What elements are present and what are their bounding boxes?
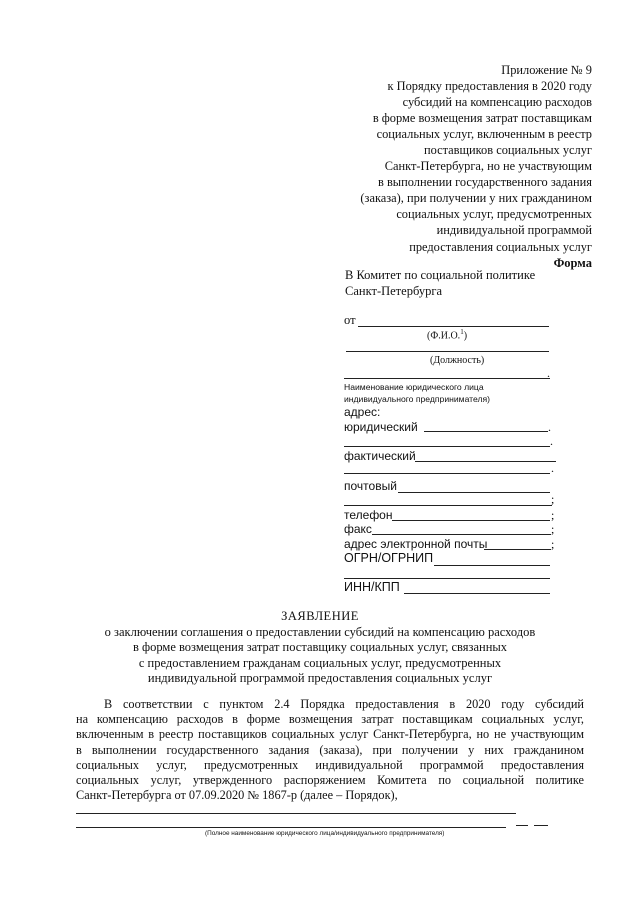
appendix-line: Санкт-Петербурга, но не участвующим: [384, 159, 592, 174]
position-caption: (Должность): [430, 355, 485, 366]
actual-address-label: фактический: [344, 449, 416, 463]
addressee-line-2: Санкт-Петербурга: [345, 284, 443, 298]
appendix-line: (заказа), при получении у них гражданином: [360, 191, 592, 206]
legal-address-field[interactable]: [424, 431, 548, 432]
phone-label: телефон: [344, 508, 393, 522]
dash-mark: [534, 825, 548, 826]
body-line: Санкт-Петербурга от 07.09.2020 № 1867-р (далее – Порядок),: [76, 788, 398, 803]
appendix-line: к Порядку предоставления в 2020 году: [387, 79, 592, 94]
legal-address-label: юридический: [344, 420, 418, 434]
ogrn-field[interactable]: [434, 565, 550, 566]
bottom-caption: (Полное наименование юридического лица/индивидуального предпринимателя): [205, 830, 445, 837]
appendix-header: [360, 62, 592, 255]
entity-caption-1: Наименование юридического лица: [344, 382, 484, 392]
body-line: В соответствии с пунктом 2.4 Порядка предоставления в 2020 году субсидий: [104, 697, 584, 711]
addressee-line-1: В Комитет по социальной политике: [345, 268, 536, 282]
dot-mark: .: [548, 420, 551, 434]
statement-line: в форме возмещения затрат поставщику социальных услуг, связанных: [132, 640, 508, 654]
from-prefix: от: [344, 313, 356, 327]
inn-field[interactable]: [404, 593, 550, 594]
semicolon-mark: ;: [551, 508, 555, 522]
form-label: Форма: [553, 256, 592, 270]
entity-name-line[interactable]: [344, 378, 550, 379]
legal-address-field-2[interactable]: [344, 446, 550, 447]
body-line: социальных услуг, утвержденного распоряжением Комитета по социальной политике: [76, 773, 584, 788]
body-line: включенным в реестр поставщиков социальных услуг Санкт-Петербурга, но не участвующим: [76, 727, 584, 742]
appendix-line: в выполнении государственного задания: [378, 175, 592, 190]
appendix-line: в форме возмещения затрат поставщикам: [372, 111, 592, 126]
dot-mark: .: [551, 461, 554, 475]
actual-address-field[interactable]: [415, 461, 556, 462]
phone-field[interactable]: [392, 520, 550, 521]
appendix-line: социальных услуг, включенным в реестр: [376, 127, 592, 142]
appendix-line: индивидуальной программой: [436, 223, 592, 238]
fio-line[interactable]: [358, 326, 549, 327]
dot-mark: .: [547, 366, 550, 380]
ogrn-field-2[interactable]: [344, 578, 550, 579]
semicolon-mark: ;: [551, 492, 555, 506]
appendix-line: поставщиков социальных услуг: [423, 143, 592, 158]
organization-name-line[interactable]: [76, 813, 516, 814]
postal-address-field-2[interactable]: [344, 505, 552, 506]
statement-title: ЗАЯВЛЕНИЕ: [281, 609, 359, 623]
email-label: адрес электронной почты: [344, 537, 488, 551]
semicolon-mark: ;: [551, 522, 555, 536]
actual-address-field-2[interactable]: [344, 473, 550, 474]
position-input-line[interactable]: [346, 351, 549, 352]
appendix-line: Приложение № 9: [501, 63, 592, 77]
statement-line: с предоставлением гражданам социальных услуг, предусмотренных: [138, 655, 502, 670]
dash-mark: [516, 825, 528, 826]
fax-field[interactable]: [372, 534, 551, 535]
ogrn-label: ОГРН/ОГРНИП: [344, 551, 434, 565]
postal-address-field[interactable]: [398, 492, 550, 493]
statement-heading: [70, 609, 570, 687]
address-label: адрес:: [344, 405, 381, 419]
entity-caption-2: индивидуального предпринимателя): [344, 394, 491, 404]
statement-line: индивидуальной программой предоставления социальных услуг: [147, 671, 493, 685]
fax-label: факс: [344, 522, 372, 536]
body-line: на компенсацию расходов в форме возмещения затрат поставщикам социальных услуг,: [76, 712, 584, 727]
appendix-line: субсидий на компенсацию расходов: [402, 95, 592, 110]
statement-line: о заключении соглашения о предоставлении субсидий на компенсацию расходов: [104, 624, 536, 639]
inn-label: ИНН/КПП: [344, 580, 400, 594]
body-paragraph: [76, 697, 584, 803]
postal-address-label: почтовый: [344, 479, 397, 493]
body-line: социальных услуг, предусмотренных индивидуальной программой предоставления: [76, 757, 584, 772]
semicolon-mark: ;: [551, 537, 555, 551]
email-field[interactable]: [484, 549, 551, 550]
body-line: в выполнении государственного задания (заказа), при получении у них гражданином: [76, 742, 584, 757]
appendix-line: предоставления социальных услуг: [409, 239, 592, 254]
dot-mark: .: [550, 434, 553, 448]
fio-caption: (Ф.И.О.$^1$): [427, 328, 468, 342]
appendix-line: социальных услуг, предусмотренных: [396, 207, 592, 222]
organization-name-line-2[interactable]: [76, 827, 506, 828]
